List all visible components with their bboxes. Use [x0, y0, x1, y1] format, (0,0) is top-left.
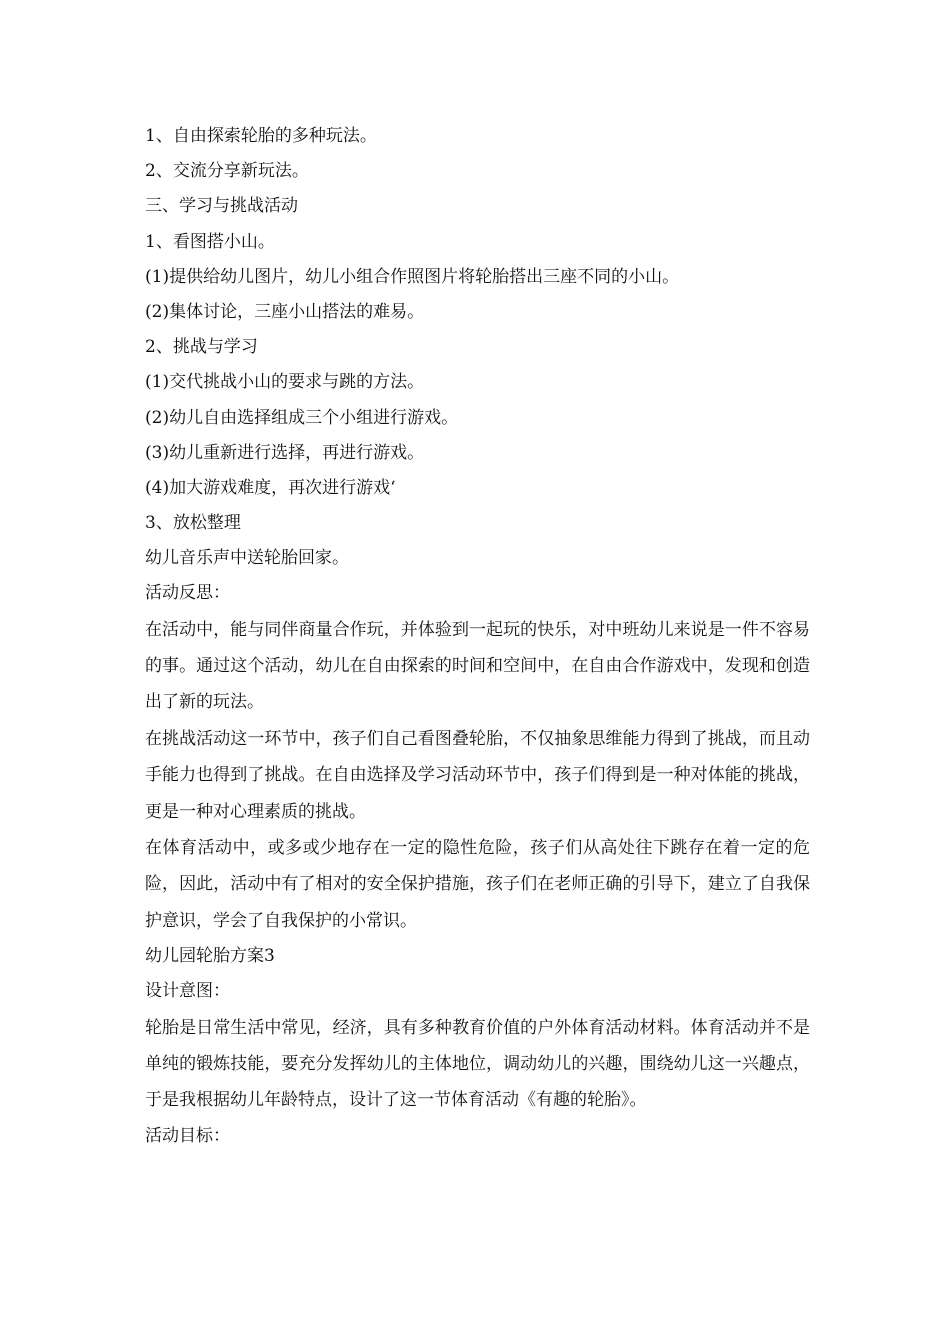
list-item: (2)集体讨论，三座小山搭法的难易。: [145, 301, 425, 322]
list-item: (2)幼儿自由选择组成三个小组进行游戏。: [145, 407, 459, 428]
list-item: 2、挑战与学习: [145, 337, 258, 358]
design-intent-heading: 设计意图：: [145, 981, 230, 1002]
reflection-paragraph: 在活动中，能与同伴商量合作玩，并体验到一起玩的快乐，对中班幼儿来说是一件不容易的事。通过这个活动，幼儿在自由探索的时间和空间中，在自由合作游戏中，发现和创造出了新的玩法。: [145, 619, 810, 713]
document-body: [145, 119, 810, 1154]
list-item: (1)交代挑战小山的要求与跳的方法。: [145, 372, 425, 393]
list-item: (1)提供给幼儿图片，幼儿小组合作照图片将轮胎搭出三座不同的小山。: [145, 266, 680, 287]
reflection-heading: 活动反思：: [145, 583, 230, 604]
goals-heading: 活动目标：: [145, 1125, 230, 1146]
section-heading: 三、学习与挑战活动: [145, 196, 298, 217]
design-intent-paragraph: 轮胎是日常生活中常见，经济，具有多种教育价值的户外体育活动材料。体育活动并不是单纯的锻炼技能，要充分发挥幼儿的主体地位，调动幼儿的兴趣，围绕幼儿这一兴趣点，于是我根据幼儿年龄特点，设计了这一节体育活动《有趣的轮胎》。: [145, 1017, 810, 1111]
reflection-paragraph: 在体育活动中，或多或少地存在一定的隐性危险，孩子们从高处往下跳存在着一定的危险，因此，活动中有了相对的安全保护措施，孩子们在老师正确的引导下，建立了自我保护意识，学会了自我保护的小常识。: [145, 838, 810, 931]
list-item: 2、交流分享新玩法。: [145, 161, 309, 182]
list-item: 1、自由探索轮胎的多种玩法。: [145, 126, 377, 146]
body-line: 幼儿音乐声中送轮胎回家。: [145, 548, 349, 569]
list-item: 1、看图搭小山。: [145, 231, 275, 252]
reflection-paragraph: 在挑战活动这一环节中，孩子们自己看图叠轮胎，不仅抽象思维能力得到了挑战，而且动手能力也得到了挑战。在自由选择及学习活动环节中，孩子们得到是一种对体能的挑战，更是一种对心理素质的挑战。: [145, 728, 810, 822]
list-item: (4)加大游戏难度，再次进行游戏‘: [145, 477, 396, 498]
list-item: 3、放松整理: [145, 513, 241, 534]
list-item: (3)幼儿重新进行选择，再进行游戏。: [145, 442, 425, 463]
section-title: 幼儿园轮胎方案3: [145, 946, 275, 967]
